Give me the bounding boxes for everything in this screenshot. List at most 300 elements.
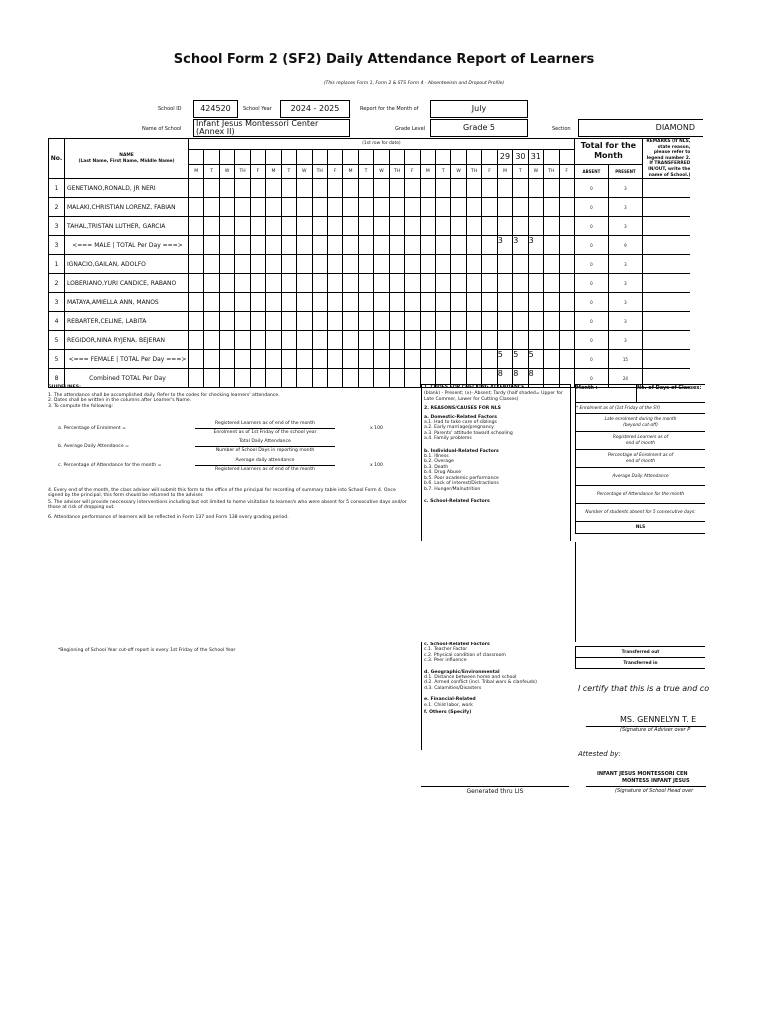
attendance-cell[interactable] [451,255,466,274]
attendance-cell[interactable] [451,293,466,312]
attendance-cell[interactable] [189,179,204,198]
attendance-cell[interactable] [235,179,250,198]
attendance-cell[interactable] [420,255,435,274]
attendance-cell[interactable] [358,369,373,388]
attendance-cell[interactable] [235,274,250,293]
attendance-cell[interactable] [482,274,497,293]
attendance-cell[interactable] [497,179,512,198]
school-id-field[interactable]: 424520 [193,100,238,118]
attendance-cell[interactable] [358,255,373,274]
date-cell[interactable] [281,149,296,164]
attendance-cell[interactable] [219,274,234,293]
attendance-cell[interactable] [204,312,219,331]
attendance-cell[interactable] [312,312,327,331]
attendance-cell[interactable] [358,179,373,198]
attendance-cell[interactable] [436,350,451,369]
attendance-cell[interactable] [312,350,327,369]
attendance-cell[interactable] [389,198,404,217]
attendance-cell[interactable] [436,179,451,198]
attendance-cell[interactable] [219,236,234,255]
attendance-cell[interactable] [466,312,481,331]
attendance-cell[interactable] [420,236,435,255]
attendance-cell[interactable] [343,198,358,217]
attendance-cell[interactable] [235,236,250,255]
attendance-cell[interactable] [250,217,265,236]
date-cell[interactable] [544,149,559,164]
attendance-cell[interactable] [482,331,497,350]
remarks-cell[interactable] [642,331,690,350]
attendance-cell[interactable] [281,179,296,198]
attendance-cell[interactable] [466,217,481,236]
attendance-cell[interactable]: 5 [513,350,528,369]
attendance-cell[interactable] [374,255,389,274]
attendance-cell[interactable] [374,331,389,350]
attendance-cell[interactable] [297,274,312,293]
attendance-cell[interactable] [297,217,312,236]
attendance-cell[interactable] [374,274,389,293]
attendance-cell[interactable] [405,312,420,331]
attendance-cell[interactable] [528,274,543,293]
attendance-cell[interactable] [266,312,281,331]
attendance-cell[interactable] [266,350,281,369]
attendance-cell[interactable] [513,293,528,312]
attendance-cell[interactable] [389,350,404,369]
attendance-cell[interactable] [358,217,373,236]
attendance-cell[interactable] [204,331,219,350]
attendance-cell[interactable] [266,217,281,236]
attendance-cell[interactable] [559,255,574,274]
attendance-cell[interactable] [189,217,204,236]
attendance-cell[interactable] [405,274,420,293]
school-year-field[interactable]: 2024 - 2025 [280,100,350,118]
section-field[interactable]: DIAMOND [578,119,703,137]
attendance-cell[interactable] [544,350,559,369]
attendance-cell[interactable] [559,274,574,293]
attendance-cell[interactable] [281,198,296,217]
attendance-cell[interactable] [219,293,234,312]
attendance-cell[interactable] [297,293,312,312]
attendance-cell[interactable] [466,350,481,369]
attendance-cell[interactable] [250,369,265,388]
attendance-cell[interactable] [235,350,250,369]
attendance-cell[interactable] [343,331,358,350]
attendance-cell[interactable] [281,255,296,274]
attendance-cell[interactable] [497,293,512,312]
attendance-cell[interactable] [235,331,250,350]
attendance-cell[interactable] [420,293,435,312]
attendance-cell[interactable] [297,236,312,255]
attendance-cell[interactable] [389,255,404,274]
attendance-cell[interactable] [544,274,559,293]
attendance-cell[interactable] [374,217,389,236]
attendance-cell[interactable] [451,312,466,331]
attendance-cell[interactable] [204,293,219,312]
date-cell[interactable] [405,149,420,164]
attendance-cell[interactable] [405,255,420,274]
attendance-cell[interactable] [204,274,219,293]
remarks-cell[interactable] [642,217,690,236]
attendance-cell[interactable] [327,350,342,369]
attendance-cell[interactable] [544,312,559,331]
attendance-cell[interactable] [189,350,204,369]
attendance-cell[interactable] [420,198,435,217]
attendance-cell[interactable] [343,274,358,293]
attendance-cell[interactable] [389,236,404,255]
attendance-cell[interactable] [219,217,234,236]
attendance-cell[interactable] [513,255,528,274]
attendance-cell[interactable] [327,179,342,198]
attendance-cell[interactable] [235,217,250,236]
attendance-cell[interactable] [204,350,219,369]
attendance-cell[interactable] [405,198,420,217]
attendance-cell[interactable] [235,293,250,312]
attendance-cell[interactable] [389,312,404,331]
attendance-cell[interactable] [466,331,481,350]
attendance-cell[interactable] [235,198,250,217]
attendance-cell[interactable] [250,350,265,369]
attendance-cell[interactable] [235,369,250,388]
attendance-cell[interactable] [312,274,327,293]
grade-level-field[interactable]: Grade 5 [430,119,528,137]
school-name-field[interactable]: Infant Jesus Montessori Center (Annex II) [193,119,350,137]
attendance-cell[interactable] [266,198,281,217]
attendance-cell[interactable] [482,350,497,369]
attendance-cell[interactable] [513,331,528,350]
attendance-cell[interactable] [405,350,420,369]
remarks-cell[interactable] [642,312,690,331]
attendance-cell[interactable] [219,198,234,217]
attendance-cell[interactable] [358,274,373,293]
attendance-cell[interactable] [281,350,296,369]
attendance-cell[interactable] [389,369,404,388]
attendance-cell[interactable] [420,274,435,293]
attendance-cell[interactable] [343,217,358,236]
attendance-cell[interactable] [374,179,389,198]
attendance-cell[interactable] [204,198,219,217]
attendance-cell[interactable] [420,312,435,331]
attendance-cell[interactable] [466,236,481,255]
date-cell[interactable] [250,149,265,164]
date-cell[interactable] [559,149,574,164]
attendance-cell[interactable] [374,198,389,217]
attendance-cell[interactable] [266,236,281,255]
remarks-cell[interactable] [642,293,690,312]
attendance-cell[interactable] [466,274,481,293]
attendance-cell[interactable] [436,198,451,217]
date-cell[interactable] [343,149,358,164]
attendance-cell[interactable] [559,331,574,350]
attendance-cell[interactable] [528,293,543,312]
attendance-cell[interactable] [343,350,358,369]
attendance-cell[interactable] [312,236,327,255]
date-cell[interactable] [374,149,389,164]
attendance-cell[interactable] [482,255,497,274]
attendance-cell[interactable] [297,331,312,350]
attendance-cell[interactable] [343,369,358,388]
remarks-cell[interactable] [642,236,690,255]
attendance-cell[interactable] [235,312,250,331]
attendance-cell[interactable] [312,369,327,388]
attendance-cell[interactable] [189,255,204,274]
attendance-cell[interactable] [266,274,281,293]
date-cell[interactable] [420,149,435,164]
attendance-cell[interactable] [497,255,512,274]
attendance-cell[interactable] [466,293,481,312]
attendance-cell[interactable] [297,179,312,198]
date-cell[interactable]: 29 [497,149,512,164]
attendance-cell[interactable] [219,331,234,350]
attendance-cell[interactable] [544,255,559,274]
report-month-field[interactable]: July [430,100,528,118]
attendance-cell[interactable] [297,198,312,217]
attendance-cell[interactable] [327,331,342,350]
attendance-cell[interactable] [482,198,497,217]
date-cell[interactable] [312,149,327,164]
attendance-cell[interactable] [219,350,234,369]
date-cell[interactable] [297,149,312,164]
attendance-cell[interactable] [266,179,281,198]
date-cell[interactable] [327,149,342,164]
attendance-cell[interactable] [358,236,373,255]
attendance-cell[interactable] [297,312,312,331]
attendance-cell[interactable] [389,217,404,236]
attendance-cell[interactable] [343,312,358,331]
attendance-cell[interactable] [559,293,574,312]
date-cell[interactable] [204,149,219,164]
attendance-cell[interactable] [544,198,559,217]
attendance-cell[interactable] [389,293,404,312]
date-cell[interactable]: 30 [513,149,528,164]
attendance-cell[interactable]: 3 [528,236,543,255]
remarks-cell[interactable] [642,255,690,274]
attendance-cell[interactable] [420,331,435,350]
attendance-cell[interactable] [358,312,373,331]
attendance-cell[interactable] [389,331,404,350]
attendance-cell[interactable] [528,217,543,236]
date-cell[interactable] [266,149,281,164]
attendance-cell[interactable] [281,331,296,350]
attendance-cell[interactable] [544,331,559,350]
attendance-cell[interactable] [513,274,528,293]
attendance-cell[interactable] [513,198,528,217]
attendance-cell[interactable]: 5 [528,350,543,369]
attendance-cell[interactable] [436,217,451,236]
attendance-cell[interactable] [497,312,512,331]
attendance-cell[interactable] [559,350,574,369]
attendance-cell[interactable] [266,331,281,350]
attendance-cell[interactable] [250,255,265,274]
attendance-cell[interactable] [358,198,373,217]
attendance-cell[interactable] [327,255,342,274]
attendance-cell[interactable] [482,179,497,198]
attendance-cell[interactable] [405,331,420,350]
attendance-cell[interactable] [466,179,481,198]
attendance-cell[interactable] [327,293,342,312]
attendance-cell[interactable] [466,255,481,274]
attendance-cell[interactable] [343,236,358,255]
attendance-cell[interactable] [235,255,250,274]
attendance-cell[interactable] [436,312,451,331]
attendance-cell[interactable] [327,274,342,293]
attendance-cell[interactable] [266,369,281,388]
attendance-cell[interactable] [189,274,204,293]
date-cell[interactable] [389,149,404,164]
remarks-cell[interactable] [642,179,690,198]
attendance-cell[interactable] [250,331,265,350]
attendance-cell[interactable] [436,255,451,274]
attendance-cell[interactable] [436,236,451,255]
date-cell[interactable] [189,149,204,164]
attendance-cell[interactable] [544,236,559,255]
attendance-cell[interactable] [358,293,373,312]
attendance-cell[interactable] [451,236,466,255]
attendance-cell[interactable] [250,236,265,255]
date-cell[interactable] [482,149,497,164]
attendance-cell[interactable] [219,369,234,388]
attendance-cell[interactable] [204,369,219,388]
attendance-cell[interactable] [358,331,373,350]
attendance-cell[interactable] [189,312,204,331]
attendance-cell[interactable] [297,350,312,369]
attendance-cell[interactable] [343,293,358,312]
attendance-cell[interactable] [266,293,281,312]
attendance-cell[interactable] [405,217,420,236]
attendance-cell[interactable] [451,198,466,217]
attendance-cell[interactable] [497,331,512,350]
attendance-cell[interactable] [528,255,543,274]
attendance-cell[interactable] [327,312,342,331]
attendance-cell[interactable] [327,369,342,388]
attendance-cell[interactable] [250,312,265,331]
date-cell[interactable] [358,149,373,164]
attendance-cell[interactable] [497,198,512,217]
attendance-cell[interactable] [451,331,466,350]
attendance-cell[interactable] [250,293,265,312]
attendance-cell[interactable] [497,274,512,293]
attendance-cell[interactable] [559,312,574,331]
attendance-cell[interactable] [281,312,296,331]
attendance-cell[interactable] [513,179,528,198]
attendance-cell[interactable]: 3 [513,236,528,255]
attendance-cell[interactable] [466,198,481,217]
attendance-cell[interactable] [451,217,466,236]
attendance-cell[interactable] [204,255,219,274]
attendance-cell[interactable] [312,255,327,274]
attendance-cell[interactable] [420,217,435,236]
date-cell[interactable] [451,149,466,164]
attendance-cell[interactable]: 8 [513,369,528,388]
attendance-cell[interactable] [374,312,389,331]
attendance-cell[interactable] [559,236,574,255]
attendance-cell[interactable] [327,198,342,217]
attendance-cell[interactable] [420,350,435,369]
attendance-cell[interactable] [436,274,451,293]
attendance-cell[interactable] [312,179,327,198]
attendance-cell[interactable] [189,198,204,217]
attendance-cell[interactable] [559,179,574,198]
attendance-cell[interactable] [528,198,543,217]
attendance-cell[interactable] [219,255,234,274]
date-cell[interactable] [436,149,451,164]
attendance-cell[interactable] [451,350,466,369]
remarks-cell[interactable] [642,350,690,369]
attendance-cell[interactable] [250,179,265,198]
attendance-cell[interactable] [312,217,327,236]
attendance-cell[interactable] [451,179,466,198]
attendance-cell[interactable] [374,293,389,312]
attendance-cell[interactable]: 8 [497,369,512,388]
attendance-cell[interactable]: 5 [497,350,512,369]
attendance-cell[interactable] [266,255,281,274]
attendance-cell[interactable] [544,217,559,236]
attendance-cell[interactable] [281,293,296,312]
remarks-cell[interactable] [642,274,690,293]
attendance-cell[interactable] [281,217,296,236]
attendance-cell[interactable] [528,331,543,350]
attendance-cell[interactable] [312,293,327,312]
attendance-cell[interactable] [528,179,543,198]
attendance-cell[interactable] [528,312,543,331]
attendance-cell[interactable] [189,236,204,255]
attendance-cell[interactable] [497,217,512,236]
attendance-cell[interactable] [436,293,451,312]
attendance-cell[interactable] [436,331,451,350]
attendance-cell[interactable] [544,293,559,312]
attendance-cell[interactable] [281,236,296,255]
attendance-cell[interactable] [482,217,497,236]
attendance-cell[interactable] [250,198,265,217]
remarks-cell[interactable] [642,198,690,217]
attendance-cell[interactable] [327,217,342,236]
attendance-cell[interactable] [374,369,389,388]
attendance-cell[interactable] [281,274,296,293]
attendance-cell[interactable] [482,236,497,255]
attendance-cell[interactable] [312,198,327,217]
date-cell[interactable]: 31 [528,149,543,164]
attendance-cell[interactable] [343,255,358,274]
attendance-cell[interactable] [189,369,204,388]
attendance-cell[interactable] [204,236,219,255]
attendance-cell[interactable] [297,255,312,274]
attendance-cell[interactable] [204,217,219,236]
attendance-cell[interactable] [358,350,373,369]
attendance-cell[interactable] [312,331,327,350]
attendance-cell[interactable] [405,369,420,388]
attendance-cell[interactable] [219,179,234,198]
attendance-cell[interactable]: 3 [497,236,512,255]
attendance-cell[interactable] [482,312,497,331]
attendance-cell[interactable] [204,179,219,198]
attendance-cell[interactable] [297,369,312,388]
attendance-cell[interactable] [189,331,204,350]
attendance-cell[interactable] [327,236,342,255]
date-cell[interactable] [466,149,481,164]
attendance-cell[interactable] [513,312,528,331]
date-cell[interactable] [219,149,234,164]
attendance-cell[interactable] [281,369,296,388]
attendance-cell[interactable] [420,179,435,198]
attendance-cell[interactable] [559,198,574,217]
attendance-cell[interactable] [405,293,420,312]
attendance-cell[interactable] [219,312,234,331]
attendance-cell[interactable] [405,179,420,198]
attendance-cell[interactable] [250,274,265,293]
attendance-cell[interactable] [544,179,559,198]
attendance-cell[interactable] [389,179,404,198]
attendance-cell[interactable] [343,179,358,198]
date-cell[interactable] [235,149,250,164]
attendance-cell[interactable] [513,217,528,236]
